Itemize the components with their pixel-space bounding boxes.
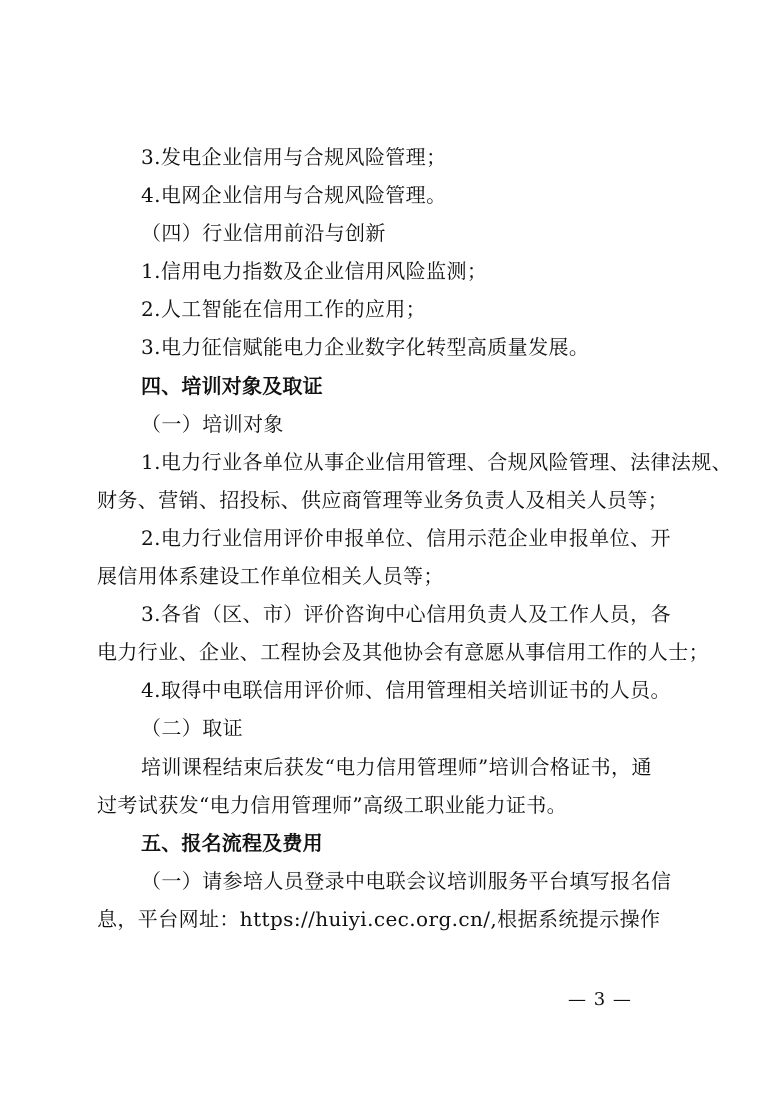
list-item-ai-application: 2.人工智能在信用工作的应用； [141, 297, 427, 322]
subheading-frontier-innovation: （四）行业信用前沿与创新 [141, 221, 386, 246]
paragraph-line: 过考试获发“电力信用管理师”高级工职业能力证书。 [97, 792, 568, 817]
list-item-power-grid: 4.电网企业信用与合规风险管理。 [141, 183, 447, 208]
paragraph-line: 展信用体系建设工作单位相关人员等； [97, 564, 444, 589]
list-item-power-generation: 3.发电企业信用与合规风险管理； [141, 145, 447, 169]
paragraph-line: （一）请参培人员登录中电联会议培训服务平台填写报名信 [141, 868, 672, 893]
paragraph-line: 4.取得中电联信用评价师、信用管理相关培训证书的人员。 [141, 678, 671, 703]
paragraph-line: 培训课程结束后获发“电力信用管理师”培训合格证书，通 [141, 754, 652, 779]
section-heading-training-targets: 四、培训对象及取证 [141, 373, 323, 398]
paragraph-line: 3.各省（区、市）评价咨询中心信用负责人及工作人员，各 [141, 602, 671, 627]
paragraph-line: 2.电力行业信用评价申报单位、信用示范企业申报单位、开 [141, 525, 671, 550]
paragraph-line: 电力行业、企业、工程协会及其他协会有意愿从事信用工作的人士； [97, 640, 709, 665]
subheading-certification: （二）取证 [141, 716, 243, 741]
section-heading-registration: 五、报名流程及费用 [141, 830, 323, 855]
subheading-training-targets: （一）培训对象 [141, 411, 284, 436]
paragraph-line-platform-url: 息，平台网址：https://huiyi.cec.org.cn/,根据系统提示操作 [97, 906, 661, 931]
paragraph-line: 财务、营销、招投标、供应商管理等业务负责人及相关人员等； [97, 487, 669, 512]
page-number: — 3 — [568, 989, 632, 1010]
list-item-digital-transformation: 3.电力征信赋能电力企业数字化转型高质量发展。 [141, 335, 590, 360]
document-body [97, 138, 733, 938]
list-item-credit-index: 1.信用电力指数及企业信用风险监测； [141, 259, 488, 284]
paragraph-line: 1.电力行业各单位从事企业信用管理、合规风险管理、法律法规、 [141, 449, 733, 474]
